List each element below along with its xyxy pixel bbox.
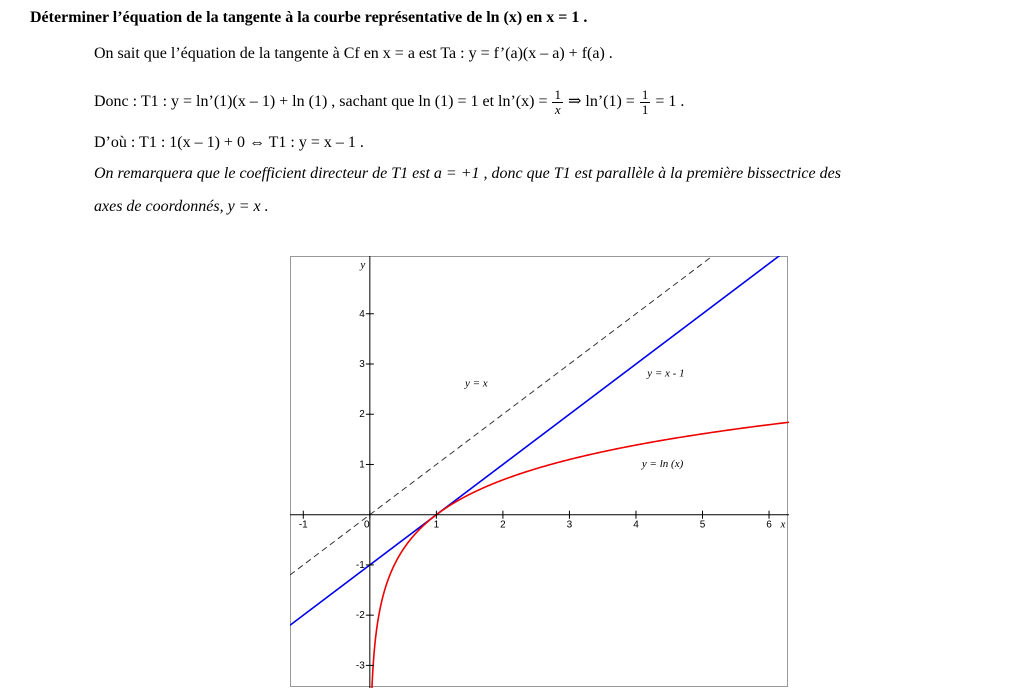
paragraph-line-3 [94, 133, 364, 153]
curve-annotation: y = ln (x) [641, 457, 684, 470]
y-tick-label: -2 [355, 610, 365, 622]
x-tick-label: 6 [766, 519, 772, 531]
fraction-one-over-x [552, 88, 563, 117]
x-tick-label: 4 [633, 519, 639, 531]
x-axis-label: x [780, 518, 786, 531]
x-tick-label: 5 [699, 519, 706, 531]
x-tick-label: 0 [364, 519, 370, 531]
y-tick-label: -3 [355, 660, 365, 672]
line3-text: D’où : T1 : 1(x – 1) + 0 ⇔ T1 : y = x – 1 . [94, 134, 364, 151]
x-tick-label: 3 [566, 519, 573, 531]
fraction-numerator: 1 [554, 87, 561, 102]
y-tick-label: 2 [359, 409, 365, 421]
y-tick-label: 3 [359, 359, 365, 370]
heading-text: Déterminer l’équation de la tangente à la courbe représentative de ln (x) en x = 1 . [30, 9, 588, 26]
line2-text-a: Donc : T1 : y = ln’(1)(x – 1) + ln (1) , sachant que ln (1) = 1 et ln’(x) = [94, 93, 548, 111]
line2-text-c: = 1 . [655, 93, 685, 111]
y-tick-label: -1 [355, 559, 365, 571]
exercise-heading [30, 8, 587, 28]
y-tick-label: 4 [359, 308, 365, 320]
x-tick-label: 2 [500, 519, 506, 531]
fraction-denominator: 1 [641, 102, 649, 117]
curve-annotation: y = x - 1 [647, 367, 685, 380]
line4-text: On remarquera que le coefficient directeur de T1 est a = +1 , donc que T1 est parallèle à la première bissectrice des [94, 165, 841, 182]
fraction-denominator: x [554, 102, 561, 117]
line5-text: axes de coordonnés, y = x . [94, 198, 269, 215]
graph-frame [291, 257, 788, 687]
fraction-numerator: 1 [641, 87, 649, 102]
x-tick-label: 1 [433, 519, 440, 531]
y-tick-label: 1 [359, 459, 365, 471]
line2-text-b: ⇒ ln’(1) = [567, 93, 635, 111]
x-tick-label: -1 [298, 519, 308, 531]
paragraph-line-4 [94, 164, 841, 184]
line1-text: On sait que l’équation de la tangente à Cf en x = a est Ta : y = f’(a)(x – a) + f(a) . [94, 45, 613, 62]
paragraph-line-2 [94, 88, 684, 117]
curve-annotation: y = x [464, 377, 488, 390]
paragraph-line-1 [94, 44, 613, 64]
function-graph [290, 256, 789, 688]
paragraph-line-5 [94, 197, 269, 217]
fraction-one-over-one [640, 88, 651, 117]
y-axis-label: y [360, 259, 366, 271]
